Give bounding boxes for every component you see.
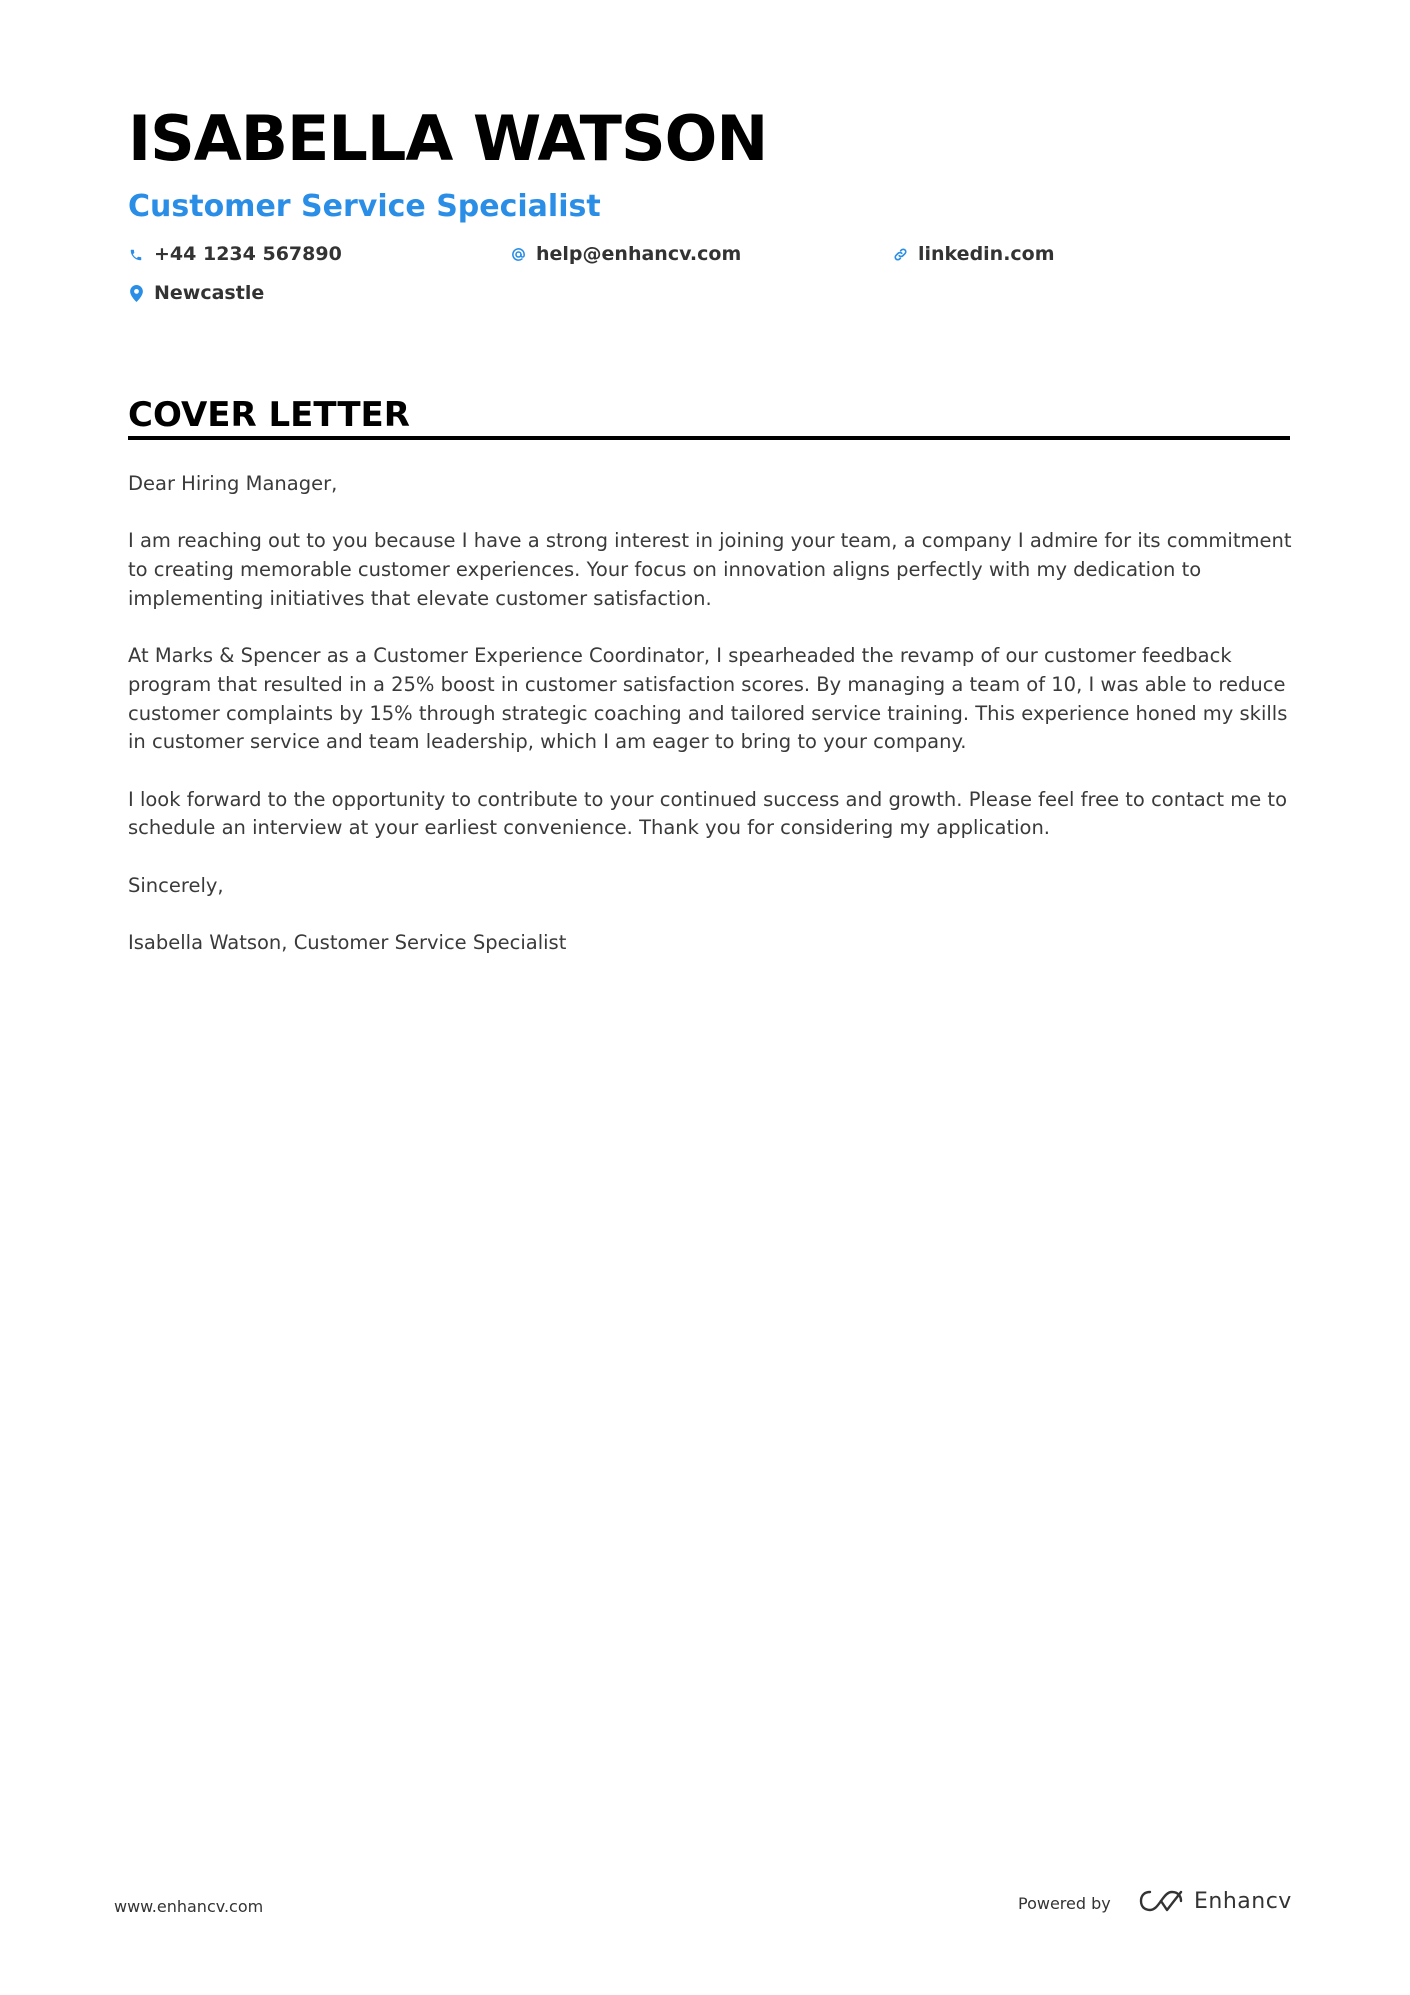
phone-icon bbox=[128, 246, 144, 264]
letter-paragraph: I look forward to the opportunity to contribute to your continued success and growth. Please feel free to contact me to schedule an interview at your earliest convenience. Thank you for considering my application. bbox=[128, 787, 1288, 840]
letter-paragraph: At Marks & Spencer as a Customer Experience Coordinator, I spearheaded the revamp of our customer feedback program that resulted in a 25% boost in customer satisfaction scores. By managing a team of 10, I was able to reduce customer complaints by 15% through strategic coaching and tailored service training. This experience honed my skills in customer service and team leadership, which I am eager to bring to your company. bbox=[128, 644, 1288, 754]
linkedin-text: linkedin.com bbox=[918, 243, 1055, 265]
letter-closing: Sincerely, bbox=[128, 873, 224, 897]
phone-text: +44 1234 567890 bbox=[154, 243, 342, 265]
letter-signature: Isabella Watson, Customer Service Specialist bbox=[128, 931, 567, 955]
location-pin-icon bbox=[128, 285, 144, 303]
applicant-name: ISABELLA WATSON bbox=[128, 102, 768, 175]
at-icon bbox=[510, 246, 526, 264]
powered-by-label: Powered by bbox=[1018, 1894, 1111, 1913]
letter-body bbox=[128, 470, 1293, 987]
footer-url[interactable]: www.enhancv.com bbox=[114, 1897, 264, 1916]
enhancv-brand[interactable] bbox=[1138, 1888, 1292, 1914]
contact-email[interactable] bbox=[510, 245, 741, 264]
contact-phone[interactable] bbox=[128, 245, 342, 264]
letter-greeting: Dear Hiring Manager, bbox=[128, 472, 338, 495]
section-divider bbox=[128, 436, 1290, 440]
section-title: COVER LETTER bbox=[128, 395, 410, 435]
applicant-role: Customer Service Specialist bbox=[128, 189, 601, 224]
contact-location bbox=[128, 284, 264, 303]
location-text: Newcastle bbox=[154, 282, 265, 304]
email-text: help@enhancv.com bbox=[536, 243, 742, 265]
enhancv-logo-icon bbox=[1138, 1888, 1184, 1914]
letter-paragraph: I am reaching out to you because I have a strong interest in joining your team, a company I admire for its commitment to creating memorable customer experiences. Your focus on innovation aligns perfectly with my dedication to implementing initiatives that elevate customer satisfaction. bbox=[128, 529, 1292, 610]
enhancv-brand-text: Enhancv bbox=[1194, 1888, 1292, 1914]
link-icon bbox=[892, 246, 908, 264]
contact-linkedin[interactable] bbox=[892, 245, 1055, 264]
